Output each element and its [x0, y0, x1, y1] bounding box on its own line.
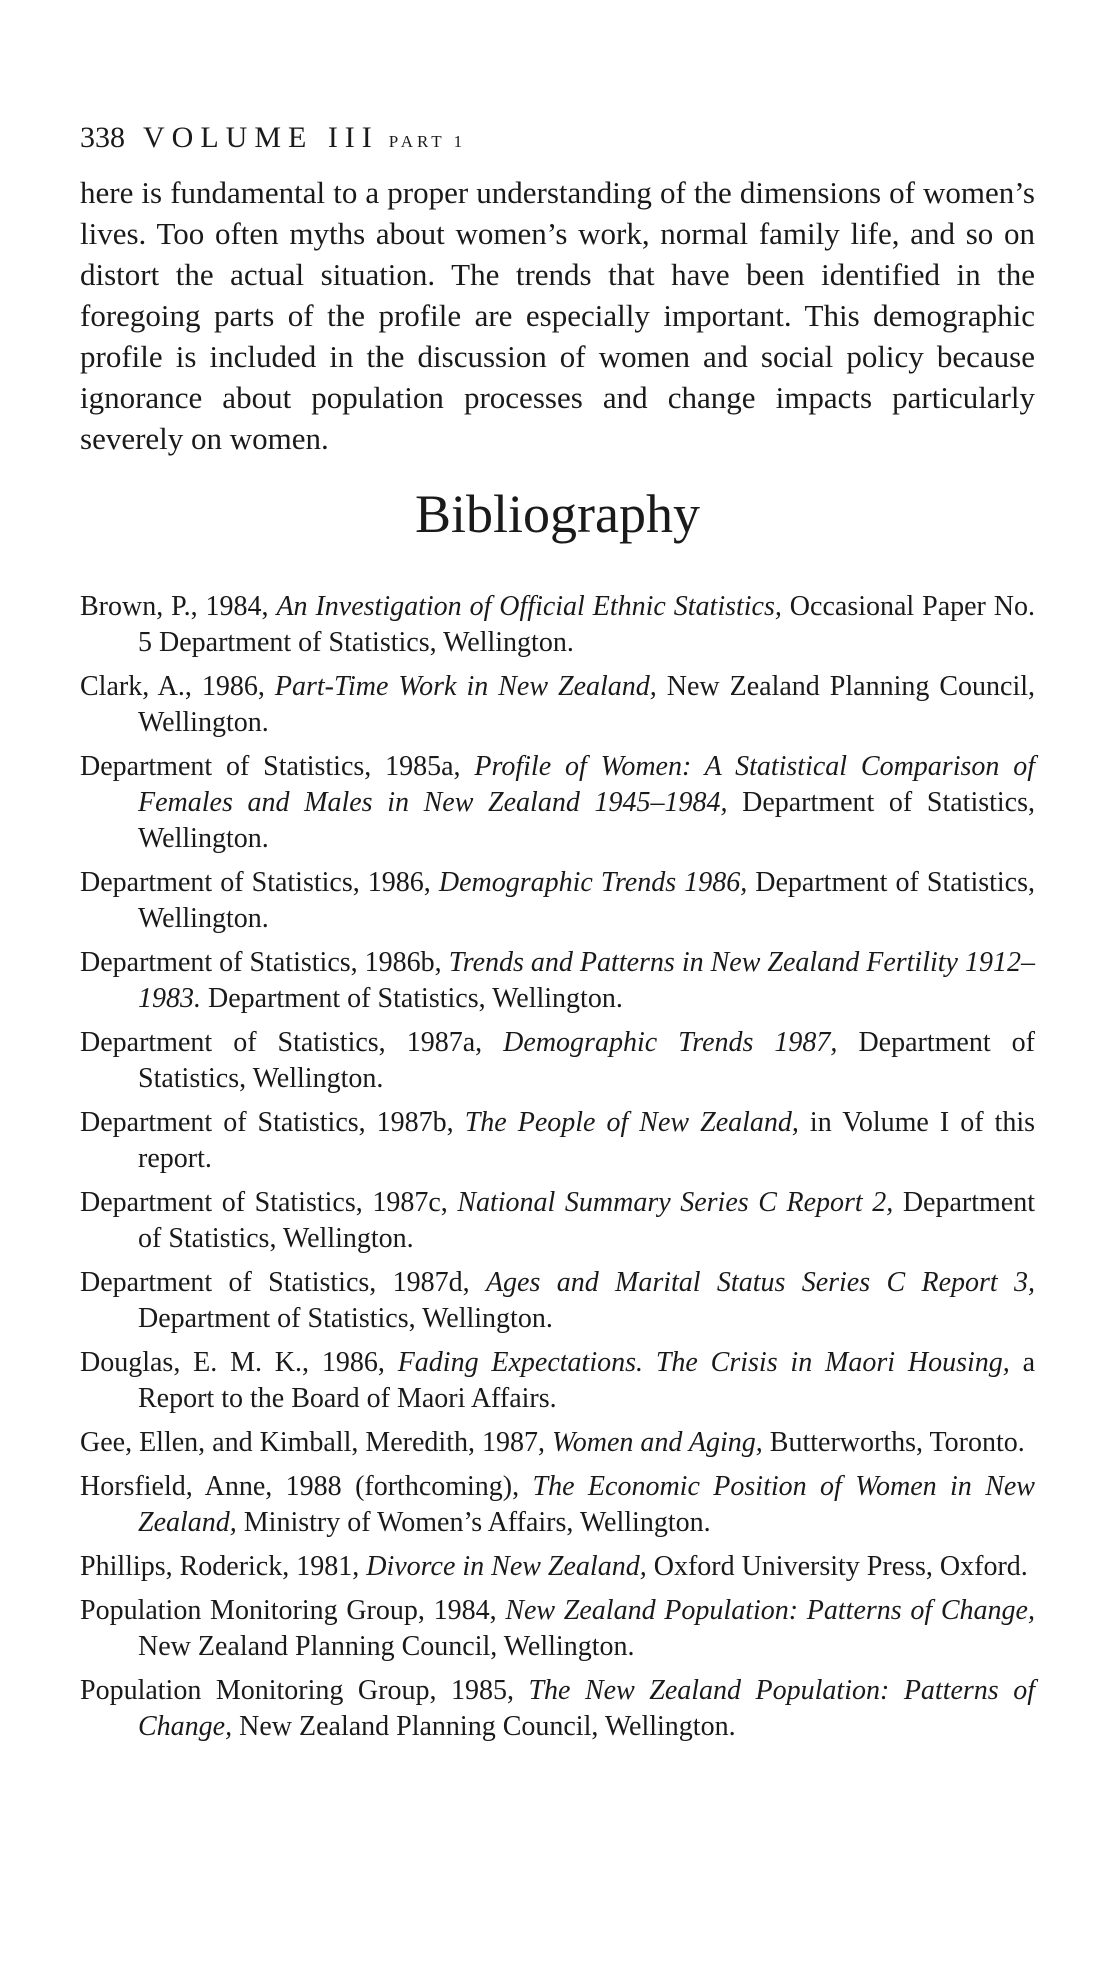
entry-author-year: Population Monitoring Group, 1985,: [80, 1675, 529, 1706]
bibliography-entry: [80, 1425, 1035, 1461]
entry-publisher: Department of Statistics, Wellington.: [201, 983, 623, 1014]
entry-title: An Investigation of Official Ethnic Statistics,: [276, 591, 782, 622]
bibliography-entry: [80, 1469, 1035, 1541]
entry-author-year: Population Monitoring Group, 1984,: [80, 1595, 506, 1626]
bibliography-entry: [80, 945, 1035, 1017]
entry-title: Divorce in New Zealand,: [366, 1551, 647, 1582]
entry-title: The New Zealand Population: Patterns of Change,: [138, 1675, 1035, 1742]
entry-publisher: Ministry of Women’s Affairs, Wellington.: [236, 1507, 711, 1538]
entry-title: Profile of Women: A Statistical Comparison of Females and Males in New Zealand 1945–1984,: [138, 751, 1035, 818]
volume-label: VOLUME III: [143, 121, 379, 154]
entry-title: Fading Expectations. The Crisis in Maori Housing,: [397, 1347, 1010, 1378]
entry-publisher: Department of Statistics, Wellington.: [138, 1303, 553, 1334]
entry-publisher: New Zealand Planning Council, Wellington.: [138, 671, 1036, 738]
entry-title: The Economic Position of Women in New Zealand,: [138, 1471, 1035, 1538]
entry-author-year: Department of Statistics, 1985a,: [80, 751, 475, 782]
entry-author-year: Clark, A., 1986,: [80, 671, 275, 702]
entry-publisher: Occasional Paper No. 5 Department of Statistics, Wellington.: [138, 591, 1036, 658]
entry-title: Women and Aging,: [552, 1427, 763, 1458]
bibliography-entry: [80, 865, 1035, 937]
bibliography-entry: [80, 749, 1035, 857]
entry-author-year: Horsfield, Anne, 1988 (forthcoming),: [80, 1471, 533, 1502]
entry-title: The People of New Zealand,: [464, 1107, 799, 1138]
running-header: [80, 118, 1035, 162]
part-label: PART 1: [388, 132, 467, 151]
entry-author-year: Phillips, Roderick, 1981,: [80, 1551, 367, 1582]
entry-author-year: Department of Statistics, 1987a,: [80, 1027, 504, 1058]
entry-publisher: Department of Statistics, Wellington.: [138, 1187, 1035, 1254]
bibliography-entry: [80, 1025, 1035, 1097]
entry-publisher: Department of Statistics, Wellington.: [138, 867, 1036, 934]
bibliography-entry: [80, 589, 1035, 661]
entry-title: Ages and Marital Status Series C Report 3,: [485, 1267, 1035, 1298]
bibliography-entry: [80, 1105, 1035, 1177]
entry-author-year: Brown, P., 1984,: [80, 591, 277, 622]
entry-title: New Zealand Population: Patterns of Change,: [505, 1595, 1035, 1626]
bibliography-entry: [80, 1673, 1035, 1745]
bibliography-entry: [80, 1185, 1035, 1257]
bibliography-entry: [80, 1345, 1035, 1417]
entry-author-year: Department of Statistics, 1986,: [80, 867, 439, 898]
entry-publisher: Oxford University Press, Oxford.: [646, 1551, 1028, 1582]
entry-author-year: Gee, Ellen, and Kimball, Meredith, 1987,: [80, 1427, 552, 1458]
bibliography-entry: [80, 1265, 1035, 1337]
entry-author-year: Department of Statistics, 1986b,: [80, 947, 449, 978]
entry-publisher: Butterworths, Toronto.: [762, 1427, 1025, 1458]
entry-publisher: a Report to the Board of Maori Affairs.: [138, 1347, 1036, 1414]
entry-author-year: Department of Statistics, 1987c,: [80, 1187, 458, 1218]
entry-author-year: Department of Statistics, 1987b,: [80, 1107, 465, 1138]
bibliography-entry: [80, 1593, 1035, 1665]
bibliography-list: [80, 589, 1035, 1745]
entry-author-year: Douglas, E. M. K., 1986,: [80, 1347, 398, 1378]
entry-title: Part-Time Work in New Zealand,: [274, 671, 657, 702]
entry-publisher: Department of Statistics, Wellington.: [138, 787, 1035, 854]
entry-publisher: Department of Statistics, Wellington.: [138, 1027, 1035, 1094]
entry-title: Demographic Trends 1987,: [503, 1027, 838, 1058]
intro-paragraph: here is fundamental to a proper understanding of the dimensions of women’s lives. Too often myths about women’s work, normal family life, and so on distort the actual situation. The trends that have been identified in the foregoing parts of the profile are especially important. This demographic profile is included in the discussion of women and social policy because ignorance about population processes and change impacts particularly severely on women.: [80, 175, 1035, 456]
page: [80, 118, 1035, 1753]
entry-title: Demographic Trends 1986,: [438, 867, 748, 898]
bibliography-entry: [80, 669, 1035, 741]
section-heading: Bibliography: [415, 484, 700, 544]
page-number: 338: [80, 121, 125, 154]
entry-publisher: New Zealand Planning Council, Wellington.: [232, 1711, 736, 1742]
entry-publisher: in Volume I of this report.: [138, 1107, 1036, 1174]
entry-author-year: Department of Statistics, 1987d,: [80, 1267, 486, 1298]
entry-title: Trends and Patterns in New Zealand Fertility 1912–1983.: [138, 947, 1035, 1014]
entry-title: National Summary Series C Report 2,: [457, 1187, 894, 1218]
entry-publisher: New Zealand Planning Council, Wellington.: [138, 1631, 635, 1662]
bibliography-entry: [80, 1549, 1035, 1585]
